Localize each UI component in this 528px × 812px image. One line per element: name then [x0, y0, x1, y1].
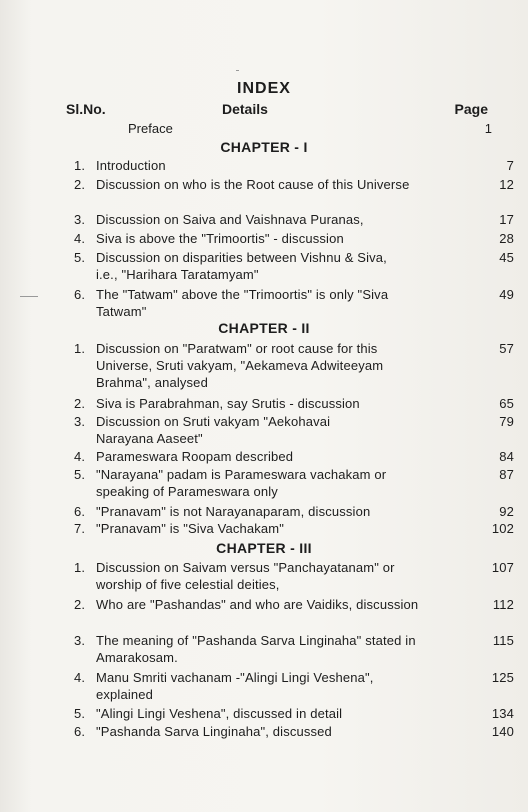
entry-number: 5. [74, 250, 86, 265]
entry-text: Manu Smriti vachanam -"Alingi Lingi Veshena", explained [96, 670, 374, 702]
entry-text: Who are "Pashandas" and who are Vaidiks, discussion [96, 597, 419, 612]
page-speck [236, 70, 239, 71]
entry-page: 140 [491, 724, 514, 739]
entry-page: 79 [499, 414, 514, 429]
entry-text: Parameswara Roopam described [96, 449, 294, 464]
entry-text: Discussion on Saivam versus "Panchayatanam" or worship of five celestial deities, [96, 560, 395, 592]
entry-text: Discussion on who is the Root cause of this Universe [96, 177, 410, 192]
entry-number: 2. [74, 177, 86, 192]
preface-label: Preface [128, 121, 173, 136]
preface-page: 1 [484, 121, 492, 136]
entry-text: Introduction [96, 158, 166, 173]
index-entry [74, 705, 514, 722]
index-entry [74, 395, 514, 412]
entry-text: "Pranavam" is not Narayanaparam, discussion [96, 504, 371, 519]
entry-number: 3. [74, 414, 86, 429]
entry-text: The "Tatwam" above the "Trimoortis" is only "Siva Tatwam" [96, 287, 389, 319]
entry-page: 92 [499, 504, 514, 519]
entry-number: 2. [74, 597, 86, 612]
entry-page: 87 [499, 467, 514, 482]
entry-number: 3. [74, 633, 86, 648]
entry-number: 3. [74, 212, 86, 227]
entry-number: 5. [74, 706, 86, 721]
entry-number: 1. [74, 560, 86, 575]
index-entry [74, 340, 514, 391]
entry-page: 45 [499, 250, 514, 265]
entry-text: Discussion on "Paratwam" or root cause for this Universe, Sruti vakyam, "Aekameva Adwiteeyam Brahma", analysed [96, 341, 384, 390]
entry-number: 2. [74, 396, 86, 411]
entry-text: Siva is Parabrahman, say Srutis - discussion [96, 396, 360, 411]
entry-page: 115 [492, 633, 514, 648]
index-entry [74, 157, 514, 174]
entry-text: The meaning of "Pashanda Sarva Linginaha" stated in Amarakosam. [96, 633, 416, 665]
entry-number: 5. [74, 467, 86, 482]
chapter-heading: CHAPTER - III [216, 540, 312, 556]
index-entry [74, 211, 514, 228]
index-entry [74, 559, 514, 593]
entry-number: 7. [74, 521, 86, 536]
index-entry [74, 286, 514, 320]
page-speck [20, 296, 38, 297]
sl-no-header: Sl.No. [66, 101, 106, 117]
index-entry [74, 466, 514, 500]
entry-number: 4. [74, 670, 86, 685]
index-entry [74, 448, 514, 465]
index-entry [74, 176, 514, 193]
entry-text: Siva is above the "Trimoortis" - discussion [96, 231, 344, 246]
index-entry [74, 596, 514, 613]
page-header: Page [454, 101, 488, 117]
entry-number: 4. [74, 449, 86, 464]
entry-number: 1. [74, 341, 86, 356]
entry-page: 7 [506, 158, 514, 173]
entry-text: Discussion on Sruti vakyam "Aekohavai Narayana Aaseet" [96, 414, 331, 446]
entry-page: 134 [491, 706, 514, 721]
entry-text: Discussion on disparities between Vishnu & Siva, i.e., "Harihara Taratamyam" [96, 250, 387, 282]
entry-number: 6. [74, 287, 86, 302]
entry-text: "Pranavam" is "Siva Vachakam" [96, 521, 285, 536]
entry-page: 12 [499, 177, 514, 192]
entry-number: 1. [74, 158, 86, 173]
entry-page: 28 [499, 231, 514, 246]
entry-page: 102 [491, 521, 514, 536]
entry-text: "Pashanda Sarva Linginaha", discussed [96, 724, 332, 739]
index-title: INDEX [237, 80, 291, 97]
entry-text: "Narayana" padam is Parameswara vachakam or speaking of Parameswara only [96, 467, 387, 499]
chapter-heading: CHAPTER - II [218, 320, 310, 336]
entry-page: 112 [492, 597, 514, 612]
index-entry [74, 249, 514, 283]
entry-text: Discussion on Saiva and Vaishnava Puranas, [96, 212, 364, 227]
entry-page: 84 [499, 449, 514, 464]
index-entry [74, 669, 514, 703]
entry-page: 125 [491, 670, 514, 685]
entry-number: 6. [74, 724, 86, 739]
entry-page: 65 [499, 396, 514, 411]
entry-number: 4. [74, 231, 86, 246]
index-entry [74, 503, 514, 520]
index-entry [74, 230, 514, 247]
details-header: Details [222, 101, 268, 117]
entry-page: 49 [499, 287, 514, 302]
chapter-heading: CHAPTER - I [220, 139, 308, 155]
index-entry [74, 632, 514, 666]
entry-page: 107 [491, 560, 514, 575]
index-entry [74, 520, 514, 537]
index-entry [74, 723, 514, 740]
entry-page: 57 [499, 341, 514, 356]
entry-number: 6. [74, 504, 86, 519]
entry-page: 17 [499, 212, 514, 227]
index-entry [74, 413, 514, 447]
entry-text: "Alingi Lingi Veshena", discussed in detail [96, 706, 343, 721]
